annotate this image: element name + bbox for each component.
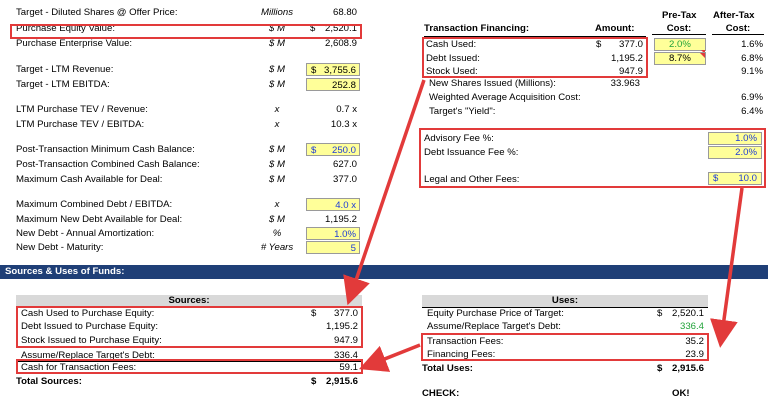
pretax-header-1: Pre-Tax xyxy=(662,10,697,21)
assumption-label: Post-Transaction Minimum Cash Balance: xyxy=(16,144,195,155)
legal-fees-currency: $ xyxy=(713,173,719,184)
use-label: Financing Fees: xyxy=(427,349,496,360)
assumption-label: Target - LTM EBITDA: xyxy=(16,79,110,90)
amount-header: Amount: xyxy=(595,23,635,34)
debt-fee-label: Debt Issuance Fee %: xyxy=(424,147,519,158)
legal-fees-value: 10.0 xyxy=(738,173,757,184)
assumption-label: Maximum Combined Debt / EBITDA: xyxy=(16,199,173,210)
assumption-unit: $ M xyxy=(269,79,285,90)
assumption-unit: Millions xyxy=(261,7,293,18)
check-value: OK! xyxy=(672,388,690,399)
financing-amount: 947.9 xyxy=(618,66,643,77)
use-label: Transaction Fees: xyxy=(427,336,504,347)
assumption-value: 377.0 xyxy=(332,174,357,185)
financing-title: Transaction Financing: xyxy=(424,23,530,34)
new-shares-value: 33.963 xyxy=(610,78,640,89)
source-value: 1,195.2 xyxy=(325,321,358,332)
source-label: Stock Issued to Purchase Equity: xyxy=(21,335,162,346)
use-label: Assume/Replace Target's Debt: xyxy=(427,321,561,332)
assumption-value: 0.7 x xyxy=(336,104,357,115)
assumption-unit: $ M xyxy=(269,38,285,49)
total-sources-currency: $ xyxy=(311,376,317,387)
source-label: Assume/Replace Target's Debt: xyxy=(21,350,155,361)
currency-symbol: $ xyxy=(310,23,316,34)
assumption-label: New Debt - Maturity: xyxy=(16,242,104,253)
source-label: Debt Issued to Purchase Equity: xyxy=(21,321,159,332)
source-currency: $ xyxy=(311,308,317,319)
assumption-value: 5 xyxy=(350,243,356,254)
currency-symbol: $ xyxy=(311,145,317,156)
assumption-value: 10.3 x xyxy=(330,119,357,130)
assumption-value: 252.8 xyxy=(331,80,356,91)
sources-uses-section-header: Sources & Uses of Funds: xyxy=(0,265,768,279)
advisory-fee-input[interactable]: 1.0% xyxy=(708,132,762,145)
assumption-unit: x xyxy=(274,119,280,130)
assumption-label: Post-Transaction Combined Cash Balance: xyxy=(16,159,200,170)
assumption-value: 627.0 xyxy=(332,159,357,170)
aftertax-cost: 6.8% xyxy=(741,53,763,64)
wacc-value: 6.9% xyxy=(741,92,763,103)
source-value: 59.1 xyxy=(339,362,358,373)
assumption-value: 2,520.1 xyxy=(324,23,357,34)
aftertax-header-1: After-Tax xyxy=(713,10,755,21)
assumption-value: 1,195.2 xyxy=(324,214,357,225)
assumption-unit: $ M xyxy=(269,144,285,155)
debt-fee-input[interactable]: 2.0% xyxy=(708,146,762,159)
assumption-label: LTM Purchase TEV / EBITDA: xyxy=(16,119,145,130)
total-sources-value: 2,915.6 xyxy=(325,376,358,387)
pretax-cost-value: 2.0% xyxy=(669,39,691,50)
assumption-unit: $ M xyxy=(269,174,285,185)
assumption-label: Target - Diluted Shares @ Offer Price: xyxy=(16,7,178,18)
assumption-unit: $ M xyxy=(269,23,285,34)
new-shares-label: New Shares Issued (Millions): xyxy=(429,78,556,89)
use-value: 336.4 xyxy=(679,321,704,332)
uses-to-sources-arrow xyxy=(372,345,420,364)
use-value: 23.9 xyxy=(685,349,704,360)
assumption-label: New Debt - Annual Amortization: xyxy=(16,228,155,239)
financing-label: Cash Used: xyxy=(426,39,477,50)
pretax-cost-value: 8.7% xyxy=(669,53,691,64)
use-currency: $ xyxy=(657,308,663,319)
wacc-label: Weighted Average Acquisition Cost: xyxy=(429,92,581,103)
sources-header: Sources: xyxy=(16,295,362,308)
yield-value: 6.4% xyxy=(741,106,763,117)
assumption-unit: $ M xyxy=(269,214,285,225)
currency-symbol: $ xyxy=(311,65,317,76)
advisory-fee-label: Advisory Fee %: xyxy=(424,133,494,144)
financing-amount: 1,195.2 xyxy=(610,53,643,64)
assumption-label: LTM Purchase TEV / Revenue: xyxy=(16,104,148,115)
yield-label: Target's "Yield": xyxy=(429,106,496,117)
total-sources-label: Total Sources: xyxy=(16,376,82,387)
assumption-unit: $ M xyxy=(269,64,285,75)
assumption-unit: x xyxy=(274,104,280,115)
legal-fees-label: Legal and Other Fees: xyxy=(424,174,520,185)
use-value: 35.2 xyxy=(685,336,704,347)
fees-to-uses-arrow xyxy=(722,188,742,334)
assumption-value: 250.0 xyxy=(331,145,356,156)
financing-amount: 377.0 xyxy=(618,39,643,50)
financing-currency: $ xyxy=(596,39,602,50)
financing-label: Stock Used: xyxy=(426,66,478,77)
assumption-value: 3,755.6 xyxy=(323,65,356,76)
assumption-value: 68.80 xyxy=(332,7,357,18)
use-label: Equity Purchase Price of Target: xyxy=(427,308,564,319)
assumption-unit: % xyxy=(272,228,282,239)
assumption-value: 2,608.9 xyxy=(324,38,357,49)
source-label: Cash for Transaction Fees: xyxy=(21,362,137,373)
source-label: Cash Used to Purchase Equity: xyxy=(21,308,155,319)
check-label: CHECK: xyxy=(422,388,460,399)
uses-header: Uses: xyxy=(422,295,708,308)
assumption-label: Target - LTM Revenue: xyxy=(16,64,114,75)
source-value: 947.9 xyxy=(333,335,358,346)
assumption-unit: x xyxy=(274,199,280,210)
use-value: 2,520.1 xyxy=(671,308,704,319)
source-value: 377.0 xyxy=(333,308,358,319)
assumption-label: Purchase Enterprise Value: xyxy=(16,38,133,49)
aftertax-cost: 1.6% xyxy=(741,39,763,50)
pretax-header-2: Cost: xyxy=(652,23,706,35)
assumption-value: 1.0% xyxy=(334,229,356,240)
assumption-value: 4.0 x xyxy=(335,200,356,211)
financing-label: Debt Issued: xyxy=(426,53,480,64)
assumption-unit: # Years xyxy=(260,242,294,253)
assumption-label: Purchase Equity Value: xyxy=(16,23,116,34)
source-value: 336.4 xyxy=(333,350,358,361)
assumption-label: Maximum New Debt Available for Deal: xyxy=(16,214,183,225)
total-uses-label: Total Uses: xyxy=(422,363,473,374)
assumption-label: Maximum Cash Available for Deal: xyxy=(16,174,163,185)
aftertax-cost: 9.1% xyxy=(741,66,763,77)
financing-to-sources-arrow xyxy=(352,80,424,292)
total-uses-currency: $ xyxy=(657,363,663,374)
aftertax-header-2: Cost: xyxy=(712,23,764,35)
total-uses-value: 2,915.6 xyxy=(671,363,704,374)
assumption-unit: $ M xyxy=(269,159,285,170)
